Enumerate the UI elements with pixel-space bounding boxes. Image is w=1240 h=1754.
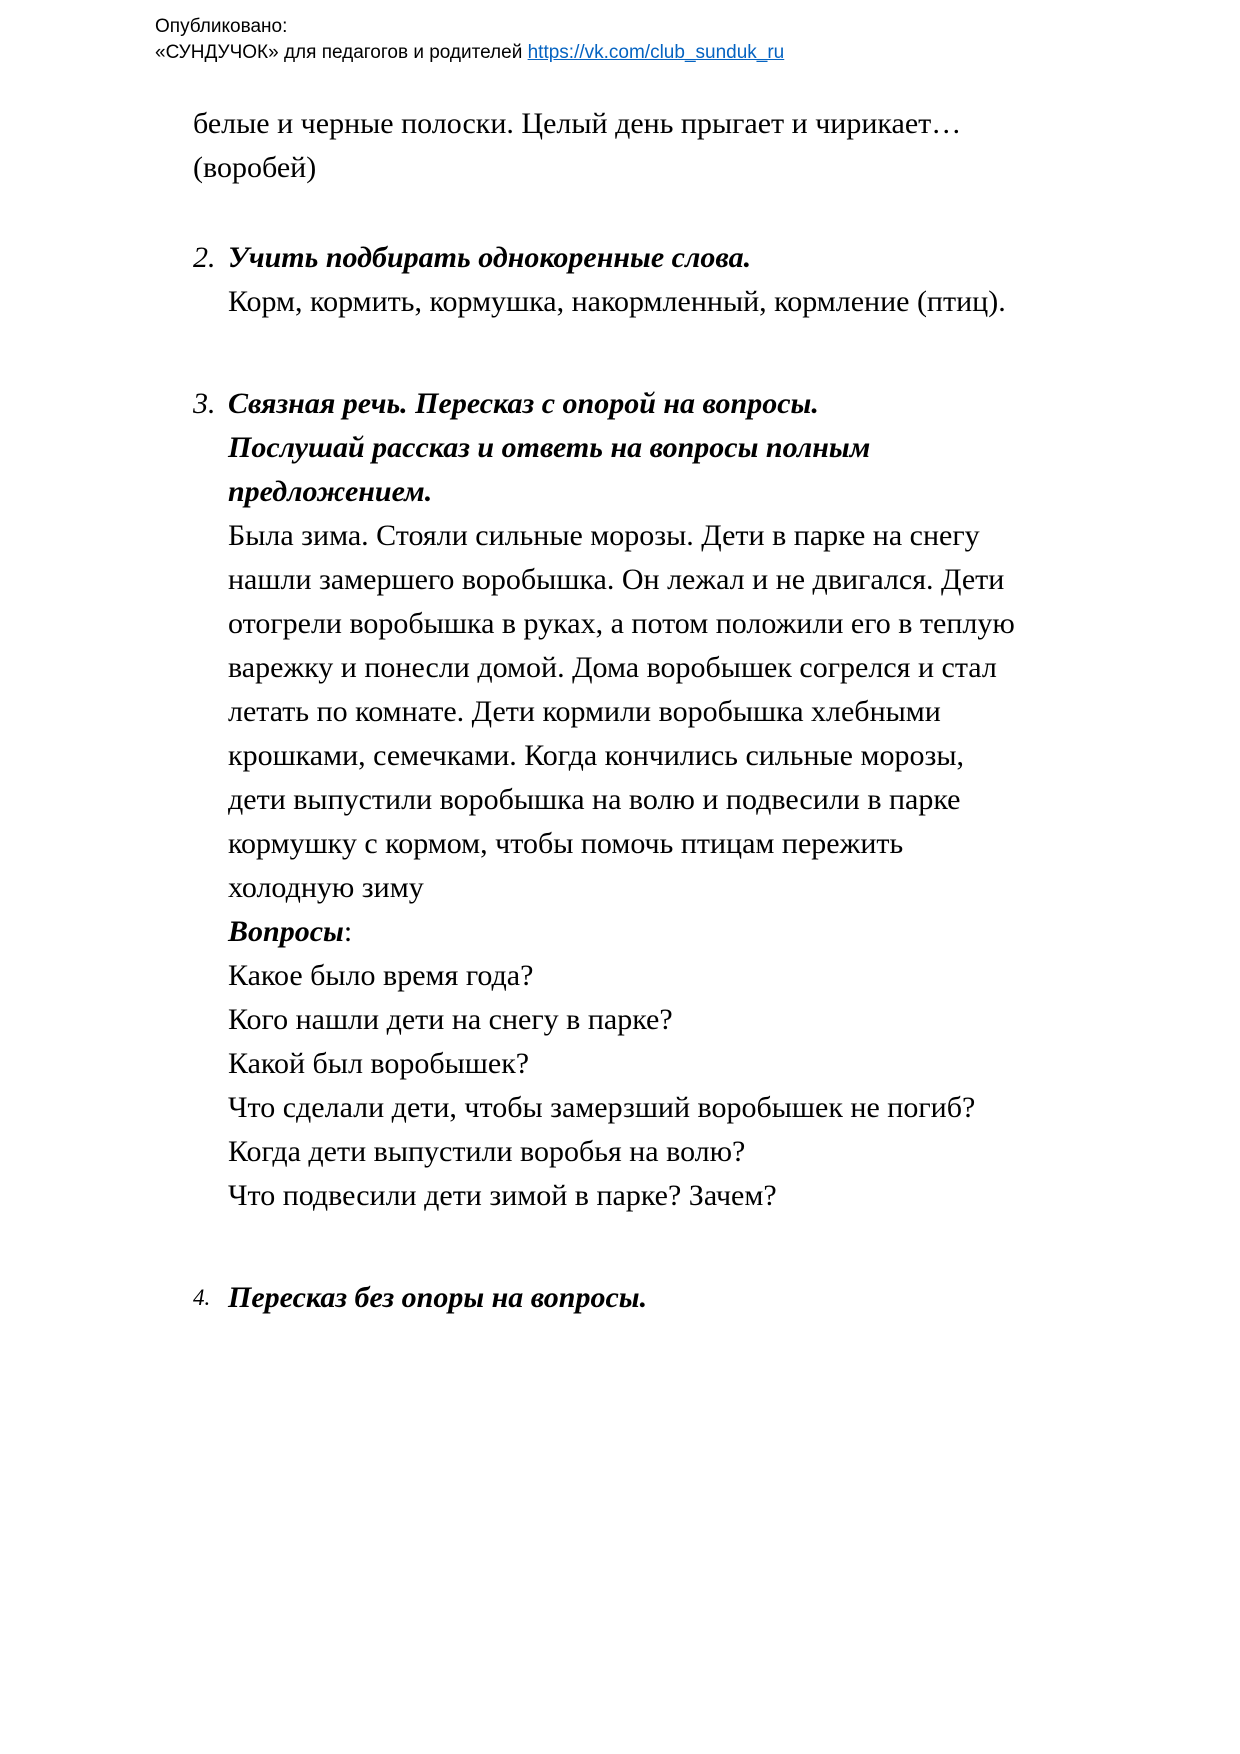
task-3-title: Связная речь. Пересказ с опорой на вопросы. bbox=[228, 387, 819, 420]
task-4-number: 4. bbox=[193, 1285, 211, 1310]
document-header bbox=[155, 14, 784, 65]
task-3-subtitle: Послушай рассказ и ответь на вопросы полным предложением. bbox=[228, 431, 871, 508]
questions-label: Вопросы bbox=[228, 915, 344, 948]
task-4-title: Пересказ без опоры на вопросы. bbox=[228, 1281, 648, 1314]
questions-colon: : bbox=[343, 915, 353, 948]
question-item: Какое было время года? bbox=[228, 959, 534, 992]
task-2-title: Учить подбирать однокоренные слова. bbox=[228, 241, 752, 274]
question-item: Какой был воробышек? bbox=[228, 1047, 530, 1080]
task-3-number: 3. bbox=[193, 387, 216, 420]
question-item: Что сделали дети, чтобы замерзший воробышек не погиб? bbox=[228, 1091, 976, 1124]
question-item: Когда дети выпустили воробья на волю? bbox=[228, 1135, 746, 1168]
question-item: Что подвесили дети зимой в парке? Зачем? bbox=[228, 1179, 777, 1212]
task-4 bbox=[193, 1276, 1015, 1320]
source-line bbox=[155, 40, 784, 66]
published-label: Опубликовано: bbox=[155, 16, 288, 37]
question-item: Кого нашли дети на снегу в парке? bbox=[228, 1003, 673, 1036]
task-3-story: Была зима. Стояли сильные морозы. Дети в парке на снегу нашли замершего воробышка. Он лежал и не двигался. Дети отогрели воробышка в руках, а потом положили его в теплую варежку и понесли домой. Дома воробышек согрелся и стал летать по комнате. Дети кормили воробышка хлебными крошками, семечками. Когда кончились сильные морозы, дети выпустили воробышка на волю и подвесили в парке кормушку с кормом, чтобы помочь птицам пережить холодную зиму bbox=[228, 519, 1015, 904]
task-2 bbox=[193, 236, 1015, 324]
task-2-body: Корм, кормить, кормушка, накормленный, кормление (птиц). bbox=[228, 285, 1006, 318]
source-link[interactable]: https://vk.com/club_sunduk_ru bbox=[527, 41, 785, 63]
source-text: «СУНДУЧОК» для педагогов и родителей bbox=[155, 41, 528, 63]
document-content bbox=[193, 102, 1015, 1320]
task-3 bbox=[193, 382, 1015, 1218]
task-2-number: 2. bbox=[193, 241, 216, 274]
questions-label-line bbox=[228, 910, 1015, 954]
intro-paragraph: белые и черные полоски. Целый день прыгает и чирикает… (воробей) bbox=[193, 107, 962, 184]
